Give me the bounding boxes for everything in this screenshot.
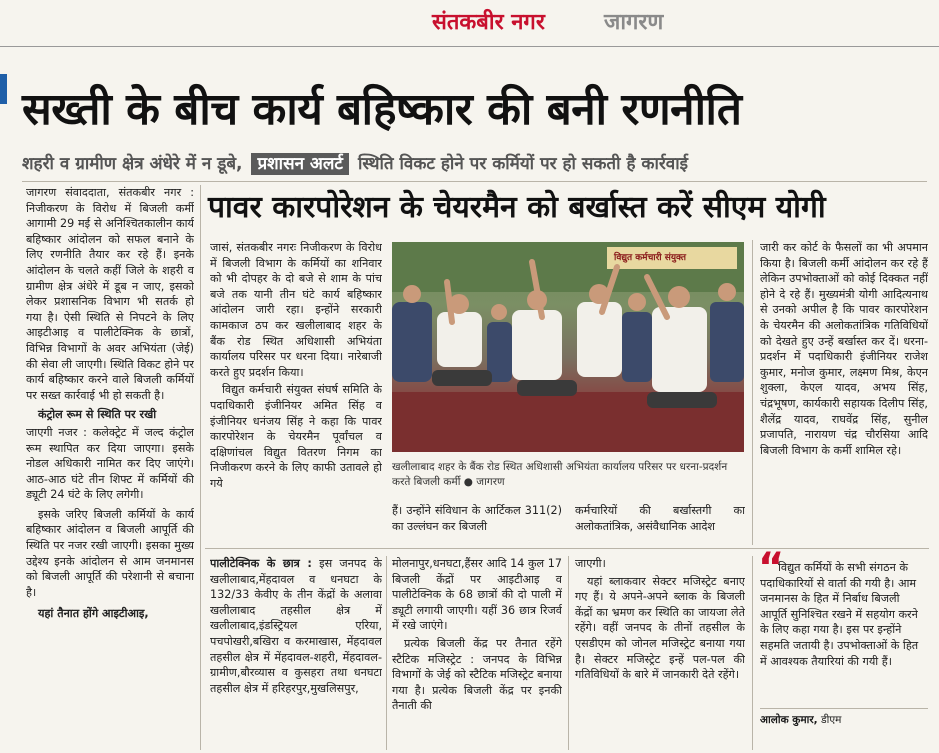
lower3-paragraph: मोलनापुर,धनघटा,हैंसर आदि 14 कुल 17 बिजली केंद्रों पर आइटीआइ व पालीटेक्निक के 68 छात्रों की दो पाली में ड्यूटी लगायी जाएगी। यहीं 36 छात्र रिजर्व में रखे जाएंगे। bbox=[392, 557, 562, 633]
story-column-2 bbox=[210, 240, 382, 535]
col2-paragraph: विद्युत कर्मचारी संयुक्त संघर्ष समिति के पदाधिकारी इंजीनियर अमित सिंह व इंजीनियर धनंजय सिंह ने कहा कि पावर कारपोरेशन के चेयरमैन पूर्वांचल व दक्षिणांचल विद्युत वितरण निगम का निजीकरण करने के लिए काफी उतावले हो गये bbox=[210, 383, 382, 490]
section-divider bbox=[205, 548, 929, 549]
dm-quote-box bbox=[758, 545, 930, 746]
lower4-paragraph: जाएगी। bbox=[575, 557, 606, 570]
masthead-paper: जागरण bbox=[604, 10, 664, 35]
col1-subheading: यहां तैनात होंगे आइटीआइ, bbox=[38, 607, 149, 621]
photo-caption bbox=[392, 460, 744, 490]
lower2-subheading: पालीटेक्निक के छात्र : bbox=[210, 557, 312, 570]
lower3-paragraph: प्रत्येक बिजली केंद्र पर तैनात रहेंगे स्टैटिक मजिस्ट्रेट : जनपद के विभिन्न विभागों के जेई को स्टैटिक मजिस्ट्रेट बनाया गया है। प्रत्येक बिजली केंद्र पर इनकी तैनाती की bbox=[392, 636, 562, 713]
subhead-rule bbox=[22, 181, 927, 182]
masthead bbox=[0, 0, 939, 44]
lower-column-3 bbox=[392, 556, 562, 750]
quote-designation: डीएम bbox=[820, 714, 842, 726]
quote-attribution bbox=[760, 708, 928, 727]
quote-author: आलोक कुमार, bbox=[760, 714, 818, 726]
photo-caption-text: खलीलाबाद शहर के बैंक रोड स्थित अधिशासी अभियंता कार्यालय परिसर पर धरना-प्रदर्शन करते बिजली कर्मी bbox=[392, 461, 728, 488]
col1-paragraph: जाएगी नजर : कलेक्ट्रेट में जल्द कंट्रोल रूम स्थापित कर दिया जाएगा। इसके नोडल अधिकारी नामित कर दिए जाएंगे। आठ-आठ घंटे तीन शिफ्ट में कर्मियों की ड्यूटी 24 घंटे के लिए लगेगी। bbox=[26, 425, 194, 502]
left-edge-bar bbox=[0, 74, 7, 104]
camera-icon: ● bbox=[463, 476, 477, 488]
story-column-4 bbox=[575, 503, 745, 541]
col1-paragraph: इसके जरिए बिजली कर्मियों के कार्य बहिष्कार आंदोलन व बिजली आपूर्ति की स्थिति पर नजर रखी जाएगी। इसका मुख्य उद्देश्य इनके आंदोलन से आम जनमानस को बिजली आपूर्ति की परेशानी से बचाना है। bbox=[26, 507, 194, 599]
subhead-right: स्थिति विकट होने पर कर्मियों पर हो सकती है कार्रवाई bbox=[357, 154, 688, 174]
col4-paragraph: कर्मचारियों की बर्खास्तगी का अलोकतांत्रिक, असंवैधानिक आदेश bbox=[575, 504, 745, 533]
col3-paragraph: हैं। उन्होंने संविधान के आर्टिकल 311(2) का उल्लंघन कर बिजली bbox=[392, 504, 562, 533]
col2-paragraph: जासं, संतकबीर नगरः निजीकरण के विरोध में बिजली विभाग के कर्मियों का शनिवार को भी दोपहर के दो बजे से शाम के पांच बजे तक यानी तीन घंटे कार्य बहिष्कार आंदोलन जारी रहा। इन्होंने सरकारी कामकाज ठप कर खलीलाबाद शहर के बैंक रोड स्थित अधिशासी अभियंता कार्यालय परिसर पर धरना दिया। नारेबाजी करते हुए प्रदर्शन किया। bbox=[210, 241, 382, 379]
subhead bbox=[22, 150, 927, 180]
column-rule bbox=[386, 556, 387, 750]
lower2-text: इस जनपद के खलीलाबाद,मेंहदावल व धनघटा के 132/33 केवीए के तीन केंद्रों के अलावा खलीलाबाद तहसील क्षेत्र में खलीलाबाद,इंडस्ट्रियल एरिया, पचपोखरी,बखिरा व करमाखास, मेंहदावल तहसील क्षेत्र में मेंहदावल-शहरी, मेंहदावल-ग्रामीण,बौरव्यास व कुसहरा तथा धनघटा तहसील क्षेत्र में हरिहरपुर,मुखलिसपुर, bbox=[210, 557, 382, 695]
story-column-1 bbox=[26, 185, 194, 750]
quote-text: विद्युत कर्मियों के सभी संगठन के पदाधिकारियों से वार्ता की गयी है। आम जनमानस के हित में निर्बाध बिजली आपूर्ति सुनिश्चित रखने में सहयोग करने के लिए कहा गया है। इस पर इन्होंने सहमति जतायी है। उपभोक्ताओं के हित में आवश्यक तैयारियां की गयी हैं। bbox=[760, 561, 919, 668]
main-headline: सख्ती के बीच कार्य बहिष्कार की बनी रणनीति bbox=[22, 84, 742, 135]
lower4-paragraph: यहां ब्लाकवार सेक्टर मजिस्ट्रेट बनाए गए हैं। ये अपने-अपने ब्लाक के बिजली केंद्रों का भ्रमण कर स्थिति का जायजा लेते रहेंगे। वहीं जनपद के तीनों तहसील के एसडीएम को जोनल मजिस्ट्रेट बनाया गया है। सेक्टर मजिस्ट्रेट इन्हें पल-पल की गतिविधियों के बारे में जानकारी देते रहेंगे। bbox=[575, 574, 745, 682]
masthead-rule bbox=[0, 46, 939, 47]
column-rule bbox=[752, 556, 753, 750]
col1-paragraph: जागरण संवाददाता, संतकबीर नगर : निजीकरण के विरोध में बिजली कर्मी आगामी 29 मई से अनिश्चितकालीन कार्य बहिष्कार आंदोलन को सफल बनाने के लिए रणनीति तैयार कर रहे हैं। इनके आंदोलन के चलते कहीं जिले के शहरी व ग्रामीण क्षेत्र अंधेरे में डूब न जाए, इसको लेकर प्रशासनिक विभाग भी सतर्क हो गया है। ऐसी स्थिति से निपटने के लिए आइटीआइ व पालीटेक्निक के छात्रों, विभिन्न विभागों के अवर अभियंता (जेई) की सेवा ली जाएगी। स्थिति विकट होने पर कार्य बहिष्कार करने वाले बिजली कर्मियों पर सख्त कार्रवाई भी हो सकती है। bbox=[26, 186, 194, 402]
quote-mark-icon: “ bbox=[758, 545, 785, 591]
column-rule bbox=[752, 240, 753, 545]
photo-banner-text: विद्युत कर्मचारी संयुक्त bbox=[614, 253, 687, 263]
masthead-place: संतकबीर नगर bbox=[432, 10, 545, 35]
lower-column-4 bbox=[575, 556, 745, 750]
col5-paragraph: जारी कर कोर्ट के फैसलों का भी अपमान किया है। बिजली कर्मी आंदोलन कर रहे हैं लेकिन उपभोक्ताओं को कोई दिक्कत नहीं होने दे रहे हैं। मुख्यमंत्री योगी आदित्यनाथ से उनको अपील है कि पावर कारपोरेशन के चेयरमैन की अलोकतांत्रिक गतिविधियों को देखते हुए उन्हें बर्खास्त कर दें। धरना-प्रदर्शन में पदाधिकारी इंजीनियर राजेश कुमार, मनोज कुमार, लक्ष्मण मिश्र, केएन शुक्ला, केएल यादव, अभय सिंह, चंद्रभूषण, कार्यकारी सहायक दिलीप सिंह, शैलेंद्र यादव, राघवेंद्र सिंह, सुनील प्रजापति, नारायण चंद्र चौरसिया आदि बिजली विभाग के कर्मी शामिल रहे। bbox=[760, 241, 928, 457]
story-column-5 bbox=[760, 240, 928, 545]
column-rule bbox=[200, 185, 201, 750]
protest-photo bbox=[392, 242, 744, 452]
lower2-paragraph bbox=[210, 556, 382, 696]
column-rule bbox=[568, 556, 569, 750]
col1-subheading: कंट्रोल रूम से स्थिति पर रखी bbox=[38, 408, 157, 422]
protest-photo-illustration bbox=[392, 242, 744, 452]
subhead-left: शहरी व ग्रामीण क्षेत्र अंधेरे में न डूबे, bbox=[22, 154, 243, 174]
alert-badge: प्रशासन अलर्ट bbox=[251, 153, 349, 175]
photo-credit: जागरण bbox=[476, 476, 505, 488]
lower-column-2 bbox=[210, 556, 382, 750]
second-headline: पावर कारपोरेशन के चेयरमैन को बर्खास्त करें सीएम योगी bbox=[208, 190, 826, 225]
story-column-3 bbox=[392, 503, 562, 541]
